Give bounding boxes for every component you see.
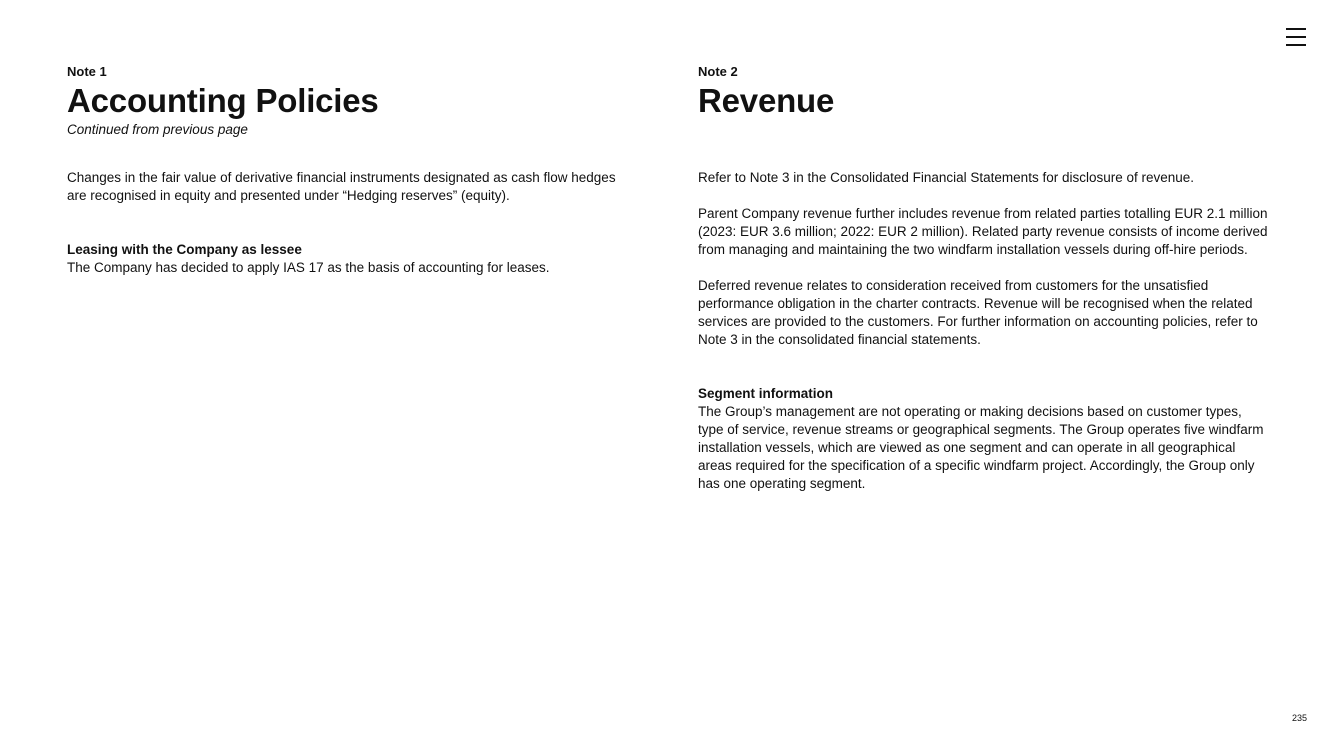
segment-paragraph: The Group’s management are not operating or making decisions based on customer types, type of service, revenue streams or geographical segments. The Group operates five windfarm installation vessels, which are viewed as one segment and can operate in all geographical areas required for the specification of a specific windfarm project. Accordingly, the Group only has one operating segment. [698,404,1264,491]
hamburger-menu-icon[interactable] [1285,26,1307,48]
continued-notice: Continued from previous page [67,122,248,137]
note-2-label: Note 2 [698,64,738,79]
note-1-label: Note 1 [67,64,107,79]
segment-heading: Segment information [698,386,834,401]
leasing-heading: Leasing with the Company as lessee [67,242,302,257]
leasing-paragraph: The Company has decided to apply IAS 17 as the basis of accounting for leases. [67,260,550,275]
note-2-section [698,63,1268,493]
note-1-title: Accounting Policies [67,82,379,119]
revenue-paragraph-2: Parent Company revenue further includes revenue from related parties totalling EUR 2.1 million (2023: EUR 3.6 million; 2022: EUR 2 million). Related party revenue consists of income derived from managing and maintaining the two windfarm installation vessels during off-hire periods. [698,206,1268,257]
page-number: 235 [1291,713,1307,723]
revenue-paragraph-3: Deferred revenue relates to consideration received from customers for the unsatisfied performance obligation in the charter contracts. Revenue will be recognised when the related services are provided to the customers. For further information on accounting policies, refer to Note 3 in the consolidated financial statements. [698,278,1258,347]
hedging-paragraph: Changes in the fair value of derivative financial instruments designated as cash flow hedges are recognised in equity and presented under “Hedging reserves” (equity). [67,170,616,203]
note-2-title: Revenue [698,82,835,119]
note-1-section [67,63,622,277]
revenue-paragraph-1: Refer to Note 3 in the Consolidated Financial Statements for disclosure of revenue. [698,170,1195,185]
